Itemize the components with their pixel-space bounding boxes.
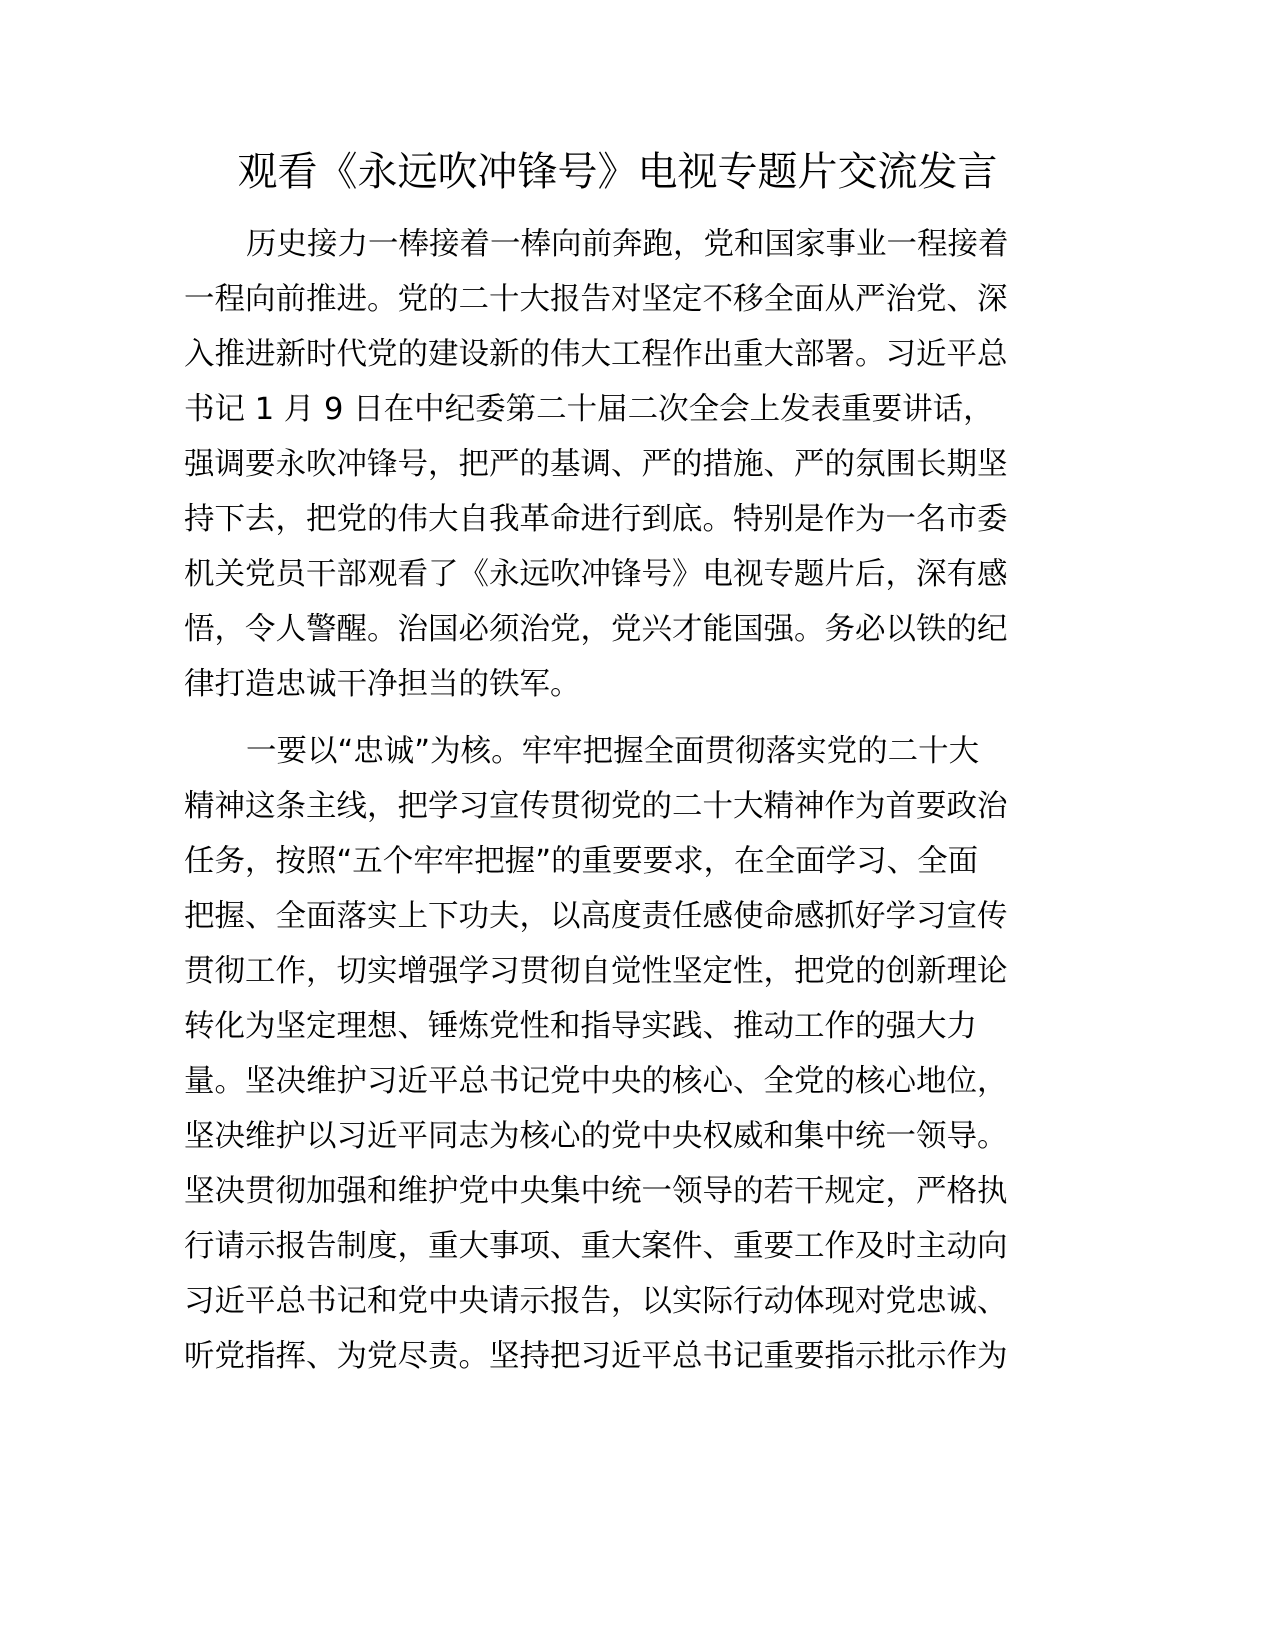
- paragraph-line: 机关党员干部观看了《永远吹冲锋号》电视专题片后，深有感: [184, 557, 1008, 592]
- paragraph-line: 悟，令人警醒。治国必须治党，党兴才能国强。务必以铁的纪: [184, 612, 1008, 647]
- paragraph-line: 任务，按照“五个牢牢把握”的重要要求，在全面学习、全面: [184, 844, 979, 879]
- paragraph-line: 历史接力一棒接着一棒向前奔跑，党和国家事业一程接着: [246, 227, 1009, 262]
- paragraph-line: 律打造忠诚干净担当的铁军。: [184, 667, 581, 702]
- paragraph-line: 量。坚决维护习近平总书记党中央的核心、全党的核心地位，: [184, 1064, 1008, 1099]
- paragraph-line: 一要以“忠诚”为核。牢牢把握全面贯彻落实党的二十大: [246, 734, 980, 769]
- paragraph-line: 习近平总书记和党中央请示报告，以实际行动体现对党忠诚、: [184, 1284, 1008, 1319]
- paragraph-line: 精神这条主线，把学习宣传贯彻党的二十大精神作为首要政治: [184, 789, 1008, 824]
- paragraph-line: 听党指挥、为党尽责。坚持把习近平总书记重要指示批示作为: [184, 1339, 1008, 1374]
- paragraph-line: 坚决贯彻加强和维护党中央集中统一领导的若干规定，严格执: [184, 1174, 1008, 1209]
- paragraph-line: 一程向前推进。党的二十大报告对坚定不移全面从严治党、深: [184, 282, 1008, 317]
- paragraph-line: 书记 1 月 9 日在中纪委第二十届二次全会上发表重要讲话，: [184, 392, 994, 427]
- paragraph-line: 强调要永吹冲锋号，把严的基调、严的措施、严的氛围长期坚: [184, 447, 1008, 482]
- paragraph-line: 坚决维护以习近平同志为核心的党中央权威和集中统一领导。: [184, 1119, 1008, 1154]
- paragraph-line: 持下去，把党的伟大自我革命进行到底。特别是作为一名市委: [184, 502, 1008, 537]
- paragraph-line: 转化为坚定理想、锤炼党性和指导实践、推动工作的强大力: [184, 1009, 977, 1044]
- paragraph-line: 把握、全面落实上下功夫，以高度责任感使命感抓好学习宣传: [184, 899, 1008, 934]
- paragraph-line: 贯彻工作，切实增强学习贯彻自觉性坚定性，把党的创新理论: [184, 954, 1008, 989]
- paragraph-line: 行请示报告制度，重大事项、重大案件、重要工作及时主动向: [184, 1229, 1008, 1264]
- paragraph-line: 入推进新时代党的建设新的伟大工程作出重大部署。习近平总: [184, 337, 1008, 372]
- document-title: 观看《永远吹冲锋号》电视专题片交流发言: [237, 149, 998, 195]
